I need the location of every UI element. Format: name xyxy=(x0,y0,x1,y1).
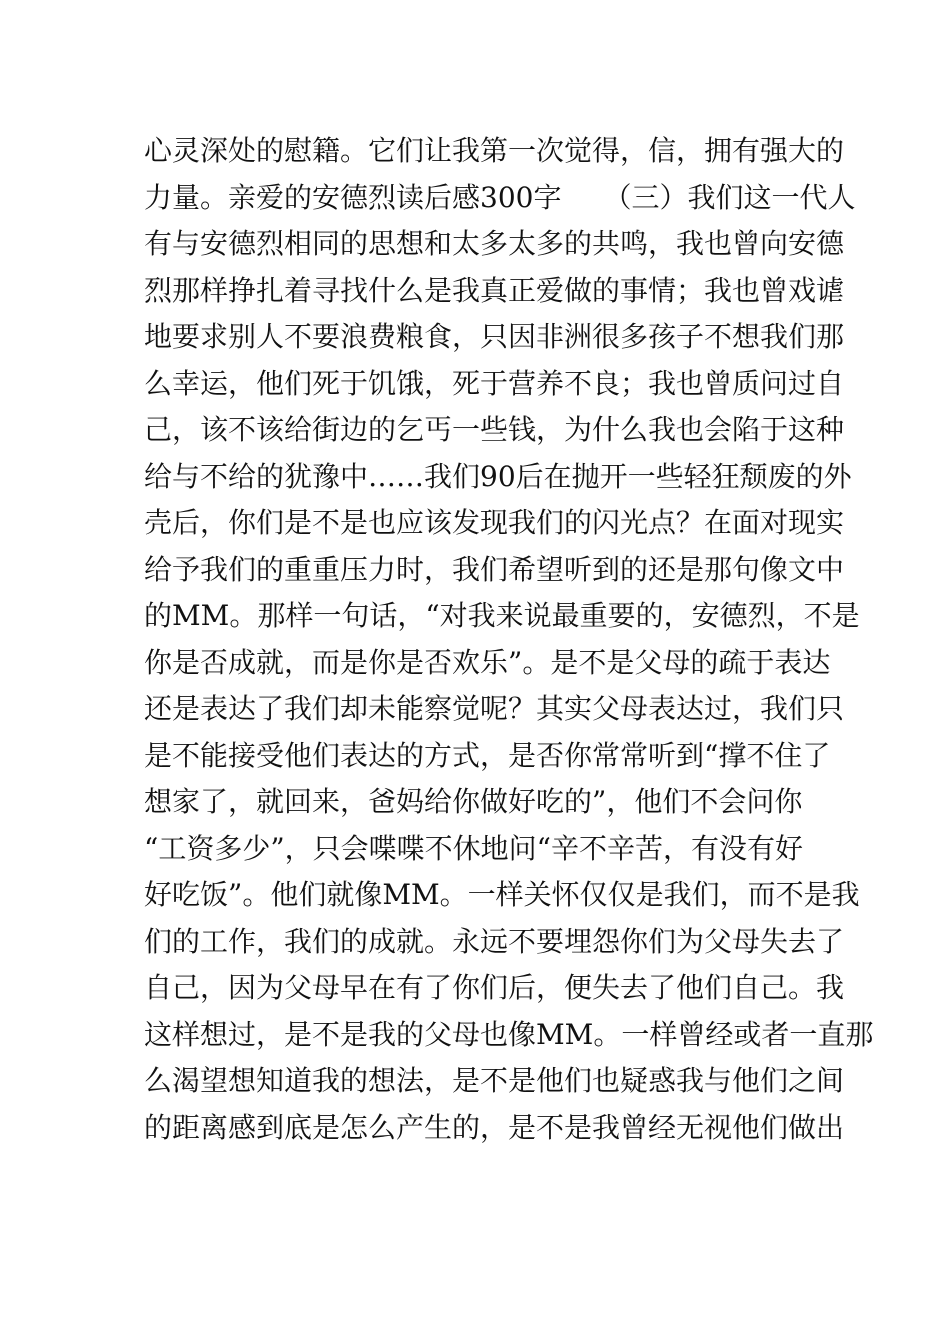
text-line: 壳后，你们是不是也应该发现我们的闪光点？在面对现实 xyxy=(144,506,845,539)
text-line: 己，该不该给街边的乞丐一些钱，为什么我也会陷于这种 xyxy=(144,413,845,446)
text-line: 给予我们的重重压力时，我们希望听到的还是那句像文中 xyxy=(144,552,845,586)
text-line: 你是否成就，而是你是否欢乐”。是不是父母的疏于表达 xyxy=(144,645,831,679)
text-line: 心灵深处的慰籍。它们让我第一次觉得，信，拥有强大的 xyxy=(144,134,845,167)
text-line: 自己，因为父母早在有了你们后，便失去了他们自己。我 xyxy=(144,971,845,1004)
text-line: 有与安德烈相同的思想和太多太多的共鸣，我也曾向安德 xyxy=(144,227,845,260)
text-line: 给与不给的犹豫中……我们90后在抛开一些轻狂颓废的外 xyxy=(144,459,852,493)
text-line: 烈那样挣扎着寻找什么是我真正爱做的事情；我也曾戏谑 xyxy=(144,273,845,307)
text-line: 力量。亲爱的安德烈读后感300字 （三）我们这一代人 xyxy=(144,180,856,214)
text-line: 么幸运，他们死于饥饿，死于营养不良；我也曾质问过自 xyxy=(144,366,845,400)
text-line: 是不能接受他们表达的方式，是否你常常听到“撑不住了 xyxy=(144,738,831,772)
text-line: 好吃饭”。他们就像MM。一样关怀仅仅是我们，而不是我 xyxy=(144,878,860,911)
text-line: 地要求别人不要浪费粮食，只因非洲很多孩子不想我们那 xyxy=(144,320,845,353)
text-line: 的距离感到底是怎么产生的，是不是我曾经无视他们做出 xyxy=(144,1110,845,1144)
text-line: 们的工作，我们的成就。永远不要埋怨你们为父母失去了 xyxy=(144,924,845,958)
text-line: “工资多少”，只会喋喋不休地问“辛不辛苦，有没有好 xyxy=(144,831,803,865)
text-line: 这样想过，是不是我的父母也像MM。一样曾经或者一直那 xyxy=(144,1017,874,1051)
text-line: 的MM。那样一句话，“对我来说最重要的，安德烈，不是 xyxy=(144,599,860,632)
text-line: 还是表达了我们却未能察觉呢？其实父母表达过，我们只 xyxy=(144,692,845,725)
body-text xyxy=(144,128,874,1151)
text-line: 想家了，就回来，爸妈给你做好吃的”，他们不会问你 xyxy=(144,785,803,818)
text-line: 么渴望想知道我的想法，是不是他们也疑惑我与他们之间 xyxy=(144,1064,845,1097)
